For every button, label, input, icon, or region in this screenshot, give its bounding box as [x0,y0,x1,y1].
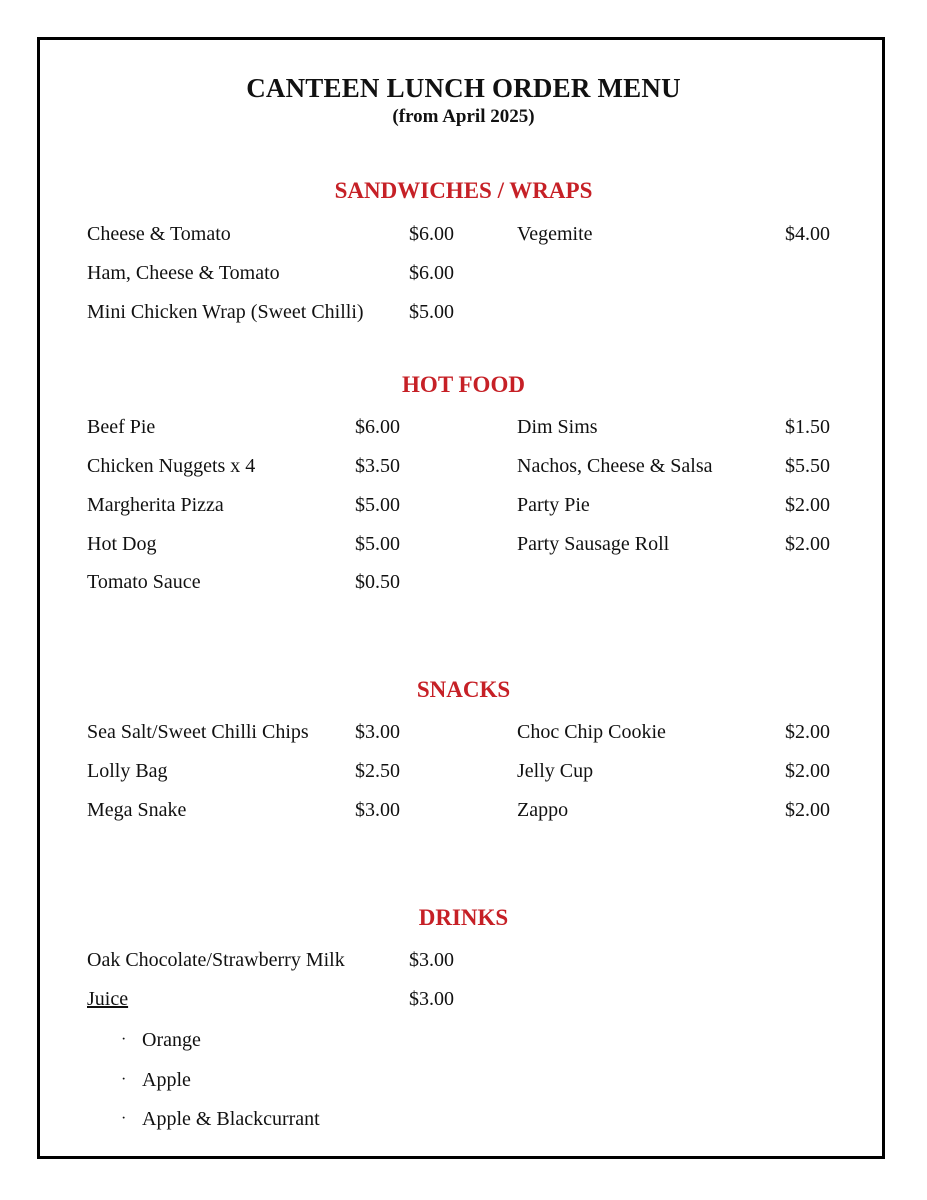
menu-item-name: Party Pie [517,494,590,516]
menu-item-price: $1.50 [785,416,830,438]
juice-flavour: Orange [142,1029,201,1051]
menu-border [37,37,885,1159]
section-heading-hot-food: HOT FOOD [402,372,525,397]
menu-item-price: $3.00 [355,721,400,743]
menu-item-price: $5.50 [785,455,830,477]
menu-item-price: $2.50 [355,760,400,782]
menu-item-name: Chicken Nuggets x 4 [87,455,256,477]
page-title: CANTEEN LUNCH ORDER MENU [246,73,681,103]
menu-item-price: $2.00 [785,799,830,821]
menu-item-name: Cheese & Tomato [87,223,231,245]
menu-item-name: Sea Salt/Sweet Chilli Chips [87,721,309,743]
menu-item-name: Margherita Pizza [87,494,224,516]
juice-flavour: Apple & Blackcurrant [142,1108,320,1130]
menu-item-name: Hot Dog [87,533,157,555]
menu-item-name: Jelly Cup [517,760,594,782]
menu-item-price: $3.50 [355,455,400,477]
menu-item-price: $0.50 [355,571,400,593]
section-heading-snacks: SNACKS [416,677,511,702]
menu-item-name: Party Sausage Roll [517,533,670,555]
section-heading-drinks: DRINKS [418,905,509,930]
menu-item-price: $2.00 [785,721,830,743]
menu-item-name: Nachos, Cheese & Salsa [517,455,713,477]
menu-item-price: $3.00 [355,799,400,821]
menu-item-name: Choc Chip Cookie [517,721,666,743]
menu-item-price: $5.00 [355,494,400,516]
bullet-icon: · [121,1071,127,1088]
menu-item-name: Lolly Bag [87,760,168,782]
menu-item-price: $5.00 [355,533,400,555]
page-subtitle: (from April 2025) [392,106,535,127]
menu-item-name: Vegemite [517,223,593,245]
menu-item-price: $3.00 [409,988,454,1010]
menu-item-price: $2.00 [785,533,830,555]
menu-item-price: $3.00 [409,949,454,971]
menu-item-name: Dim Sims [517,416,598,438]
menu-item-name: Ham, Cheese & Tomato [87,262,280,284]
menu-item-name: Mega Snake [87,799,187,821]
menu-item-name: Zappo [517,799,569,821]
menu-item-price: $4.00 [785,223,830,245]
menu-item-name: Oak Chocolate/Strawberry Milk [87,949,345,971]
menu-item-name: Beef Pie [87,416,156,438]
menu-item-price: $5.00 [409,301,454,323]
bullet-icon: · [121,1110,127,1127]
juice-flavour: Apple [142,1069,191,1091]
menu-item-price: $6.00 [355,416,400,438]
menu-item-price: $2.00 [785,760,830,782]
menu-item-price: $2.00 [785,494,830,516]
section-heading-sandwiches: SANDWICHES / WRAPS [334,178,593,203]
menu-item-name: Tomato Sauce [87,571,201,593]
menu-item-name: Mini Chicken Wrap (Sweet Chilli) [87,301,364,323]
bullet-icon: · [121,1031,127,1048]
menu-item-name-juice: Juice [87,988,129,1010]
menu-item-price: $6.00 [409,262,454,284]
menu-item-price: $6.00 [409,223,454,245]
